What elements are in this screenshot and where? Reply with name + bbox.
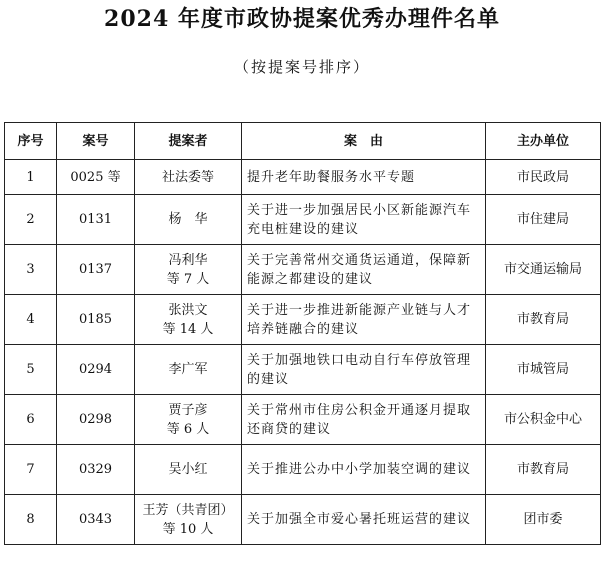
row-proposer: 李广军 bbox=[135, 345, 242, 395]
table-row bbox=[5, 160, 601, 195]
table-row bbox=[5, 395, 601, 445]
row-proposer: 贾子彦 等 6 人 bbox=[135, 395, 242, 445]
row-proposer: 社法委等 bbox=[135, 160, 242, 195]
row-no: 3 bbox=[5, 245, 57, 295]
row-unit: 市城管局 bbox=[486, 345, 601, 395]
table-row bbox=[5, 245, 601, 295]
row-no: 2 bbox=[5, 195, 57, 245]
table-header-row bbox=[5, 123, 601, 160]
row-proposer: 张洪文 等 14 人 bbox=[135, 295, 242, 345]
row-no: 8 bbox=[5, 495, 57, 545]
row-reason: 关于常州市住房公积金开通逐月提取还商贷的建议 bbox=[242, 395, 486, 445]
row-reason: 提升老年助餐服务水平专题 bbox=[242, 160, 486, 195]
row-unit: 团市委 bbox=[486, 495, 601, 545]
row-reason: 关于加强全市爱心暑托班运营的建议 bbox=[242, 495, 486, 545]
row-unit: 市公积金中心 bbox=[486, 395, 601, 445]
row-case: 0294 bbox=[57, 345, 135, 395]
table-row bbox=[5, 345, 601, 395]
table-row bbox=[5, 445, 601, 495]
row-proposer: 冯利华 等 7 人 bbox=[135, 245, 242, 295]
row-case: 0343 bbox=[57, 495, 135, 545]
row-no: 1 bbox=[5, 160, 57, 195]
page-title: 2024 年度市政协提案优秀办理件名单 bbox=[104, 6, 500, 32]
row-no: 7 bbox=[5, 445, 57, 495]
row-reason: 关于加强地铁口电动自行车停放管理的建议 bbox=[242, 345, 486, 395]
row-proposer: 吴小红 bbox=[135, 445, 242, 495]
row-reason: 关于进一步推进新能源产业链与人才培养链融合的建议 bbox=[242, 295, 486, 345]
row-case: 0137 bbox=[57, 245, 135, 295]
header-proposer: 提案者 bbox=[135, 123, 242, 160]
row-case: 0298 bbox=[57, 395, 135, 445]
row-reason: 关于推进公办中小学加装空调的建议 bbox=[242, 445, 486, 495]
row-reason: 关于完善常州交通货运通道，保障新能源之都建设的建议 bbox=[242, 245, 486, 295]
row-no: 6 bbox=[5, 395, 57, 445]
table-row bbox=[5, 495, 601, 545]
row-unit: 市民政局 bbox=[486, 160, 601, 195]
row-case: 0131 bbox=[57, 195, 135, 245]
row-no: 4 bbox=[5, 295, 57, 345]
row-proposer: 王芳（共青团） 等 10 人 bbox=[135, 495, 242, 545]
header-no: 序号 bbox=[5, 123, 57, 160]
row-unit: 市教育局 bbox=[486, 445, 601, 495]
row-case: 0329 bbox=[57, 445, 135, 495]
row-case: 0185 bbox=[57, 295, 135, 345]
row-reason: 关于进一步加强居民小区新能源汽车充电桩建设的建议 bbox=[242, 195, 486, 245]
proposal-table bbox=[4, 122, 601, 545]
header-case: 案号 bbox=[57, 123, 135, 160]
row-unit: 市住建局 bbox=[486, 195, 601, 245]
row-unit: 市交通运输局 bbox=[486, 245, 601, 295]
row-proposer: 杨 华 bbox=[135, 195, 242, 245]
row-no: 5 bbox=[5, 345, 57, 395]
header-unit: 主办单位 bbox=[486, 123, 601, 160]
page-subtitle: （按提案号排序） bbox=[233, 58, 370, 76]
row-unit: 市教育局 bbox=[486, 295, 601, 345]
table-row bbox=[5, 195, 601, 245]
row-case: 0025 等 bbox=[57, 160, 135, 195]
table-row bbox=[5, 295, 601, 345]
header-reason: 案 由 bbox=[242, 123, 486, 160]
